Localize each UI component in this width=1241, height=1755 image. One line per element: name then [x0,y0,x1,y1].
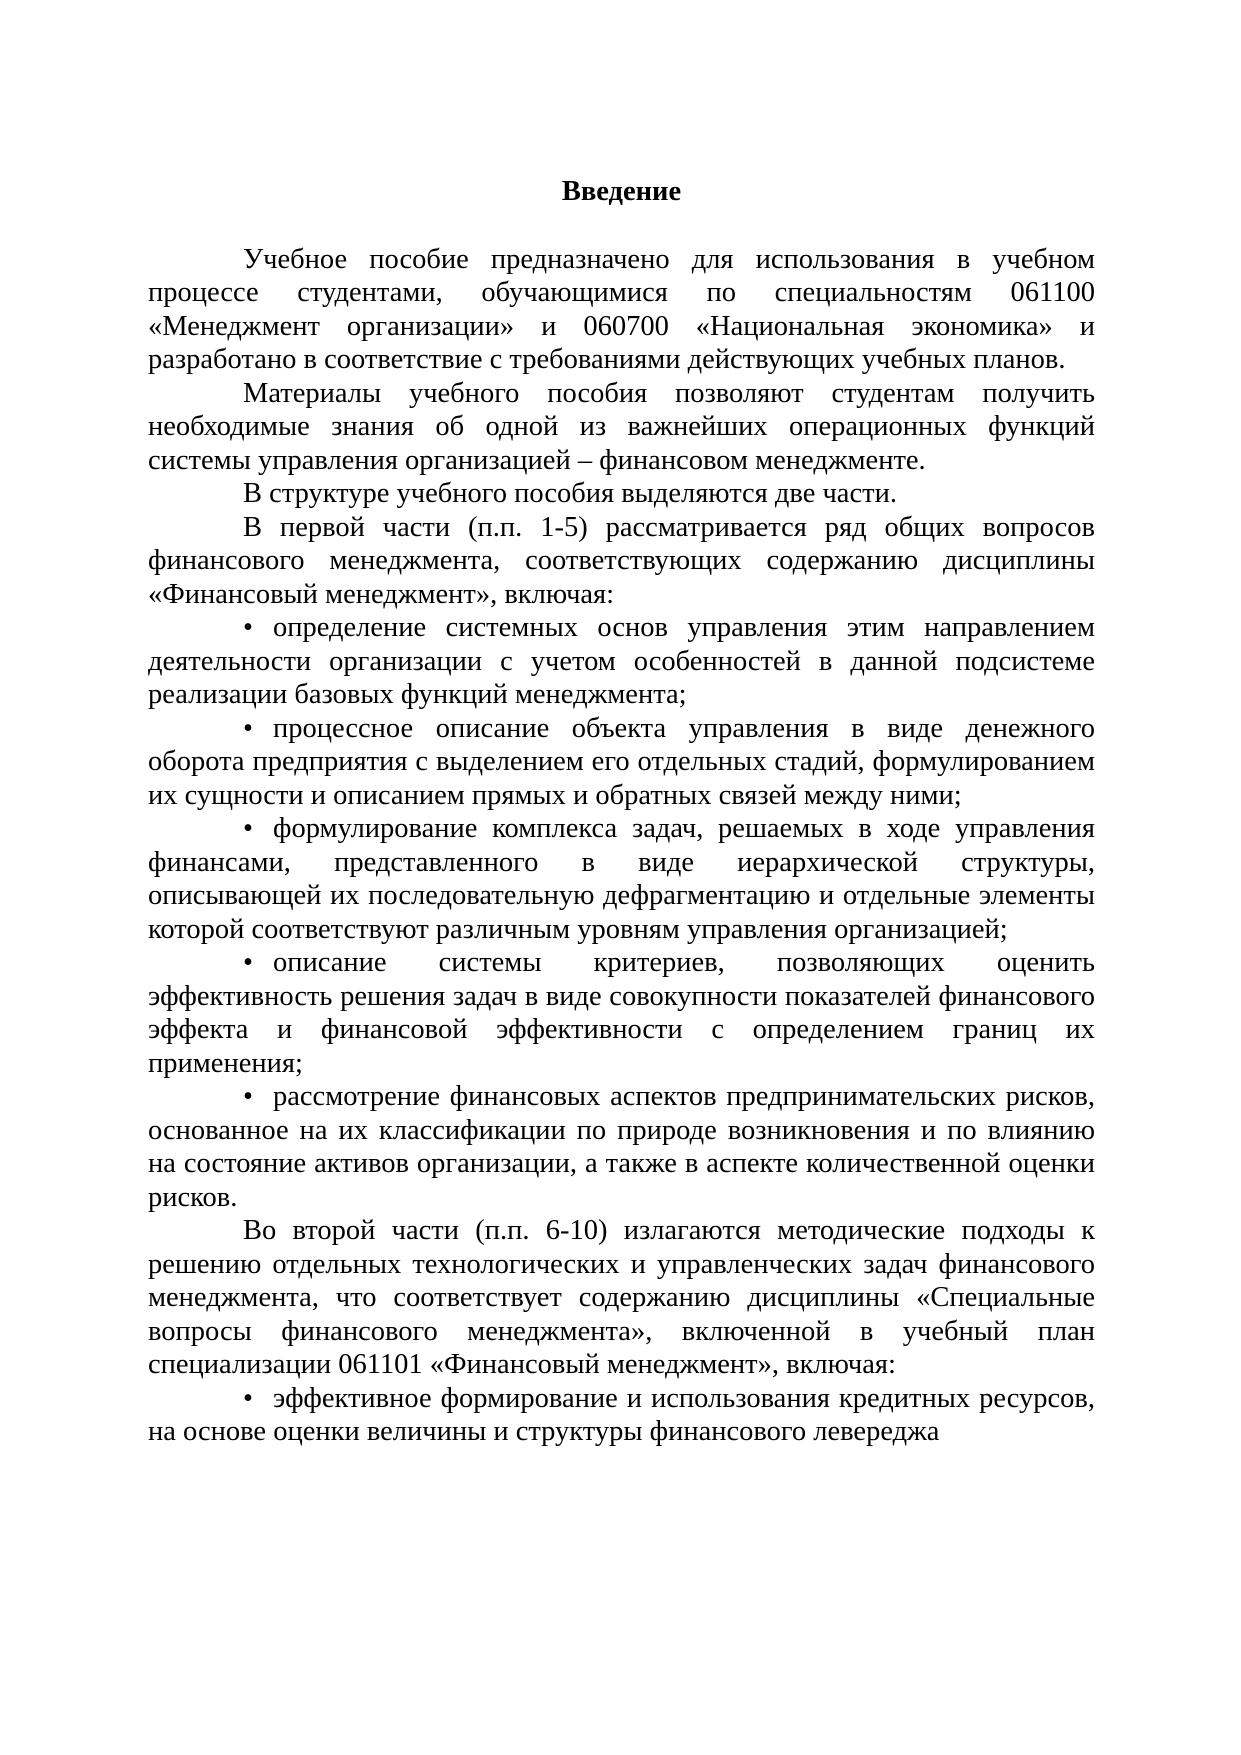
page-title: Введение [561,176,682,207]
list-item [148,812,1095,946]
bullet-icon: • [243,947,253,978]
bullet-icon: • [243,612,253,643]
document-page [148,175,1095,1449]
intro-paragraph-2: Материалы учебного пособия позволяют студентам получить необходимые знания об одной из важнейших операционных функций системы управления организацией – финансовом менеджменте. [148,377,1095,476]
part2-paragraph: Во второй части (п.п. 6-10) излагаются методические подходы к решению отдельных технологических и управленческих задач финансового менеджмента, что соответствует содержанию дисциплины «Специальные вопросы финансового менеджмента», включенной в учебный план специализации 061101 «Финансовый менеджмент», включая: [148,1215,1095,1380]
list-item-text: процессное описание объекта управления в виде денежного оборота предприятия с выделением его отдельных стадий, формулированием их сущности и описанием прямых и обратных связей между ними; [148,712,1095,811]
list-item-text: рассмотрение финансовых аспектов предпринимательских рисков, основанное на их классификации по природе возникновения и по влиянию на состояние активов организации, а также в аспекте количественной оценки рисков. [148,1081,1095,1213]
list-item [148,1080,1095,1214]
structure-paragraph: В структуре учебного пособия выделяются две части. [243,478,897,509]
list-item [148,1382,1095,1449]
list-item [148,611,1095,712]
list-item-text: определение системных основ управления этим направлением деятельности организации с учетом особенностей в данной подсистеме реализации базовых функций менеджмента; [148,612,1095,710]
list-item-text: эффективное формирование и использования кредитных ресурсов, на основе оценки величины и структуры финансового левереджа [148,1382,1095,1447]
list-item [148,946,1095,1080]
list-item [148,712,1095,813]
bullet-icon: • [243,1382,253,1414]
intro-paragraph-1: Учебное пособие предназначено для использования в учебном процессе студентами, обучающимися по специальностям 061100 «Менеджмент организации» и 060700 «Национальная экономика» и разработано в соответствие с требованиями действующих учебных планов. [148,243,1095,375]
bullet-icon: • [243,813,253,844]
part1-paragraph: В первой части (п.п. 1-5) рассматривается ряд общих вопросов финансового менеджмента, соответствующих содержанию дисциплины «Финансовый менеджмент», включая: [148,511,1095,610]
list-item-text: формулирование комплекса задач, решаемых в ходе управления финансами, представленного в виде иерархической структуры, описывающей их последовательную дефрагментацию и отдельные элементы которой соответствуют различным уровням управления организацией; [148,813,1095,945]
bullet-icon: • [243,1081,253,1112]
list-item-text: описание системы критериев, позволяющих оценить эффективность решения задач в виде совокупности показателей финансового эффекта и финансовой эффективности с определением границ их применения; [148,947,1095,1079]
bullet-icon: • [243,712,253,744]
